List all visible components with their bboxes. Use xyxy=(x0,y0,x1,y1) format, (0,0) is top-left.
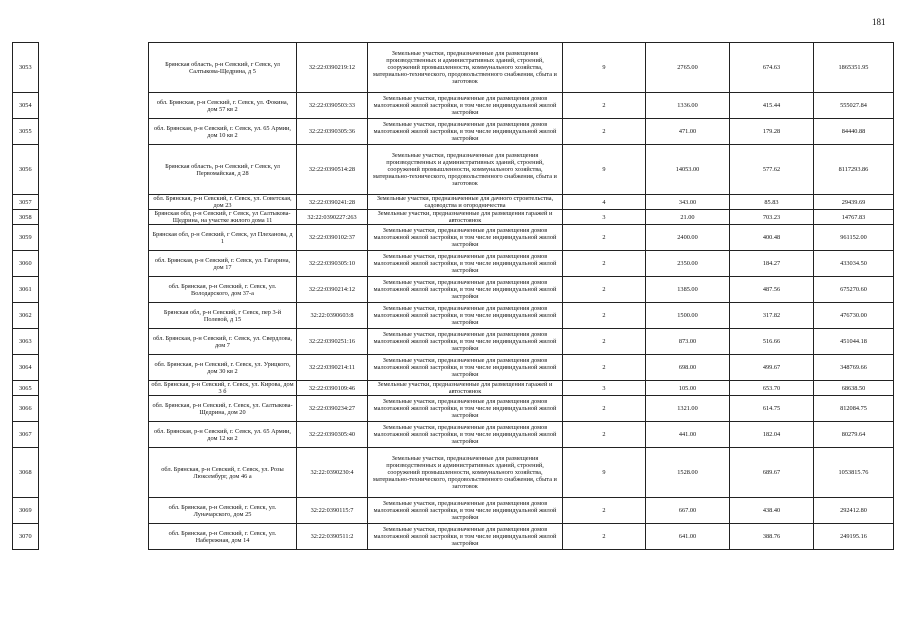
specific-value-cell: 184.27 xyxy=(730,251,814,277)
area-cell: 641.00 xyxy=(646,524,730,550)
row-number: 3065 xyxy=(13,381,39,396)
specific-value-cell: 317.82 xyxy=(730,303,814,329)
specific-value-cell: 703.23 xyxy=(730,210,814,225)
row-number: 3066 xyxy=(13,396,39,422)
table-row xyxy=(13,195,894,210)
cadastral-value-cell: 8117293.86 xyxy=(814,145,894,195)
group-code-cell: 2 xyxy=(563,303,646,329)
group-code-cell: 2 xyxy=(563,524,646,550)
cadastral-value-cell: 812084.75 xyxy=(814,396,894,422)
spacer-cell xyxy=(39,396,149,422)
row-number: 3063 xyxy=(13,329,39,355)
land-use-cell: Земельные участки, предназначенные для размещения домов малоэтажной жилой застройки, в том числе индивидуальной жилой застройки xyxy=(368,396,563,422)
cadastral-value-cell: 961152.00 xyxy=(814,225,894,251)
cadastral-value-cell: 14767.83 xyxy=(814,210,894,225)
spacer-cell xyxy=(39,448,149,498)
spacer-cell xyxy=(39,498,149,524)
cadastral-number-cell: 32:22:0390241:28 xyxy=(297,195,368,210)
cadastral-value-cell: 348769.66 xyxy=(814,355,894,381)
table-row xyxy=(13,145,894,195)
row-number: 3058 xyxy=(13,210,39,225)
area-cell: 14053.00 xyxy=(646,145,730,195)
row-number: 3056 xyxy=(13,145,39,195)
cadastral-number-cell: 32:22:0390109:46 xyxy=(297,381,368,396)
land-use-cell: Земельные участки, предназначенные для размещения домов малоэтажной жилой застройки, в том числе индивидуальной жилой застройки xyxy=(368,225,563,251)
cadastral-value-cell: 249195.16 xyxy=(814,524,894,550)
table-row xyxy=(13,225,894,251)
group-code-cell: 2 xyxy=(563,329,646,355)
table-row xyxy=(13,396,894,422)
specific-value-cell: 438.40 xyxy=(730,498,814,524)
land-use-cell: Земельные участки, предназначенные для размещения домов малоэтажной жилой застройки, в том числе индивидуальной жилой застройки xyxy=(368,355,563,381)
land-use-cell: Земельные участки, предназначенные для размещения домов малоэтажной жилой застройки, в том числе индивидуальной жилой застройки xyxy=(368,422,563,448)
cadastral-value-cell: 451044.18 xyxy=(814,329,894,355)
table-row xyxy=(13,93,894,119)
specific-value-cell: 516.66 xyxy=(730,329,814,355)
area-cell: 698.00 xyxy=(646,355,730,381)
land-use-cell: Земельные участки, предназначенные для размещения домов малоэтажной жилой застройки, в том числе индивидуальной жилой застройки xyxy=(368,93,563,119)
cadastral-number-cell: 32:22:0390230:4 xyxy=(297,448,368,498)
row-number: 3064 xyxy=(13,355,39,381)
area-cell: 1528.00 xyxy=(646,448,730,498)
cadastral-value-cell: 80279.64 xyxy=(814,422,894,448)
spacer-cell xyxy=(39,43,149,93)
cadastral-value-cell: 292412.80 xyxy=(814,498,894,524)
cadastral-number-cell: 32:22:0390251:16 xyxy=(297,329,368,355)
specific-value-cell: 674.63 xyxy=(730,43,814,93)
cadastral-number-cell: 32:22:0390514:28 xyxy=(297,145,368,195)
table-row xyxy=(13,355,894,381)
table-row xyxy=(13,210,894,225)
specific-value-cell: 614.75 xyxy=(730,396,814,422)
specific-value-cell: 689.67 xyxy=(730,448,814,498)
specific-value-cell: 499.67 xyxy=(730,355,814,381)
table-row xyxy=(13,524,894,550)
group-code-cell: 2 xyxy=(563,225,646,251)
group-code-cell: 9 xyxy=(563,145,646,195)
land-use-cell: Земельные участки, предназначенные для размещения домов малоэтажной жилой застройки, в том числе индивидуальной жилой застройки xyxy=(368,277,563,303)
spacer-cell xyxy=(39,277,149,303)
table-row xyxy=(13,381,894,396)
group-code-cell: 2 xyxy=(563,277,646,303)
address-cell: Брянская обл, р-н Севский, г Севск, ул Салтыкова-Щедрина, на участке жилого дома 11 xyxy=(149,210,297,225)
area-cell: 21.00 xyxy=(646,210,730,225)
group-code-cell: 2 xyxy=(563,93,646,119)
table-row xyxy=(13,329,894,355)
spacer-cell xyxy=(39,524,149,550)
specific-value-cell: 653.70 xyxy=(730,381,814,396)
row-number: 3055 xyxy=(13,119,39,145)
group-code-cell: 3 xyxy=(563,210,646,225)
table-row xyxy=(13,448,894,498)
cadastral-value-cell: 84440.88 xyxy=(814,119,894,145)
row-number: 3054 xyxy=(13,93,39,119)
land-use-cell: Земельные участки, предназначенные для размещения домов малоэтажной жилой застройки, в том числе индивидуальной жилой застройки xyxy=(368,251,563,277)
cadastral-value-table xyxy=(12,42,894,550)
group-code-cell: 2 xyxy=(563,498,646,524)
group-code-cell: 2 xyxy=(563,119,646,145)
cadastral-value-cell: 433034.50 xyxy=(814,251,894,277)
spacer-cell xyxy=(39,355,149,381)
row-number: 3067 xyxy=(13,422,39,448)
cadastral-value-cell: 68638.50 xyxy=(814,381,894,396)
address-cell: обл. Брянская, р-н Севский, г. Севск, ул. Розы Люксембург, дом 46 а xyxy=(149,448,297,498)
row-number: 3061 xyxy=(13,277,39,303)
land-use-cell: Земельные участки, предназначенные для размещения домов малоэтажной жилой застройки, в том числе индивидуальной жилой застройки xyxy=(368,329,563,355)
address-cell: обл. Брянская, р-н Севский, г. Севск, ул. Луначарского, дом 25 xyxy=(149,498,297,524)
spacer-cell xyxy=(39,195,149,210)
cadastral-number-cell: 32:22:0390234:27 xyxy=(297,396,368,422)
group-code-cell: 2 xyxy=(563,355,646,381)
cadastral-number-cell: 32:22:0390305:40 xyxy=(297,422,368,448)
row-number: 3069 xyxy=(13,498,39,524)
area-cell: 2400.00 xyxy=(646,225,730,251)
specific-value-cell: 179.28 xyxy=(730,119,814,145)
land-use-cell: Земельные участки, предназначенные для размещения домов малоэтажной жилой застройки, в том числе индивидуальной жилой застройки xyxy=(368,524,563,550)
group-code-cell: 9 xyxy=(563,43,646,93)
address-cell: обл. Брянская, р-н Севский, г. Севск, ул. Володарского, дом 37-а xyxy=(149,277,297,303)
cadastral-number-cell: 32:22:0390227:263 xyxy=(297,210,368,225)
address-cell: обл. Брянская, р-н Севский, г. Севск, ул. Свердлова, дом 7 xyxy=(149,329,297,355)
area-cell: 105.00 xyxy=(646,381,730,396)
cadastral-value-cell: 29439.69 xyxy=(814,195,894,210)
spacer-cell xyxy=(39,210,149,225)
cadastral-number-cell: 32:22:0390511:2 xyxy=(297,524,368,550)
cadastral-number-cell: 32:22:0390305:10 xyxy=(297,251,368,277)
page-number: 181 xyxy=(872,17,886,27)
spacer-cell xyxy=(39,329,149,355)
specific-value-cell: 182.04 xyxy=(730,422,814,448)
cadastral-number-cell: 32:22:0390603:8 xyxy=(297,303,368,329)
row-number: 3062 xyxy=(13,303,39,329)
address-cell: обл. Брянская, р-н Севский, г. Севск, ул. Набережная, дом 14 xyxy=(149,524,297,550)
land-use-cell: Земельные участки, предназначенные для размещения производственных и административных зданий, строений, сооружений промышленности, коммунального хозяйства, материально-технического, продовольственного снабжения, сбыта и заготовок xyxy=(368,145,563,195)
area-cell: 1336.00 xyxy=(646,93,730,119)
specific-value-cell: 85.83 xyxy=(730,195,814,210)
land-use-cell: Земельные участки, предназначенные для размещения производственных и административных зданий, строений, сооружений промышленности, коммунального хозяйства, материально-технического, продовольственного снабжения, сбыта и заготовок xyxy=(368,43,563,93)
land-use-cell: Земельные участки, предназначенные для размещения гаражей и автостоянок xyxy=(368,381,563,396)
address-cell: обл. Брянская, р-н Севский, г. Севск, ул. Урицкого, дом 30 кв 2 xyxy=(149,355,297,381)
table-row xyxy=(13,277,894,303)
address-cell: обл. Брянская, р-н Севский, г. Севск, ул. 65 Армии, дом 12 кв 2 xyxy=(149,422,297,448)
area-cell: 471.00 xyxy=(646,119,730,145)
group-code-cell: 9 xyxy=(563,448,646,498)
specific-value-cell: 388.76 xyxy=(730,524,814,550)
address-cell: обл. Брянская, р-н Севский, г. Севск, ул. Фокина, дом 57 кв 2 xyxy=(149,93,297,119)
cadastral-value-cell: 675270.60 xyxy=(814,277,894,303)
cadastral-value-cell: 1865351.95 xyxy=(814,43,894,93)
land-use-cell: Земельные участки, предназначенные для размещения домов малоэтажной жилой застройки, в том числе индивидуальной жилой застройки xyxy=(368,498,563,524)
area-cell: 1385.00 xyxy=(646,277,730,303)
table-row xyxy=(13,119,894,145)
table-row xyxy=(13,251,894,277)
spacer-cell xyxy=(39,303,149,329)
area-cell: 2765.00 xyxy=(646,43,730,93)
area-cell: 441.00 xyxy=(646,422,730,448)
row-number: 3057 xyxy=(13,195,39,210)
group-code-cell: 2 xyxy=(563,422,646,448)
spacer-cell xyxy=(39,381,149,396)
spacer-cell xyxy=(39,93,149,119)
land-use-cell: Земельные участки, предназначенные для размещения домов малоэтажной жилой застройки, в том числе индивидуальной жилой застройки xyxy=(368,119,563,145)
table-row xyxy=(13,422,894,448)
land-use-cell: Земельные участки, предназначенные для размещения производственных и административных зданий, строений, сооружений промышленности, коммунального хозяйства, материально-технического, продовольственного снабжения, сбыта и заготовок xyxy=(368,448,563,498)
address-cell: Брянская область, р-н Севский, г Севск, ул Первомайская, д 28 xyxy=(149,145,297,195)
address-cell: обл. Брянская, р-н Севский, г. Севск, ул. Гагарина, дом 17 xyxy=(149,251,297,277)
spacer-cell xyxy=(39,251,149,277)
table-row xyxy=(13,43,894,93)
cadastral-value-cell: 555027.84 xyxy=(814,93,894,119)
area-cell: 873.00 xyxy=(646,329,730,355)
row-number: 3060 xyxy=(13,251,39,277)
address-cell: обл. Брянская, р-н Севский, г. Севск, ул. 65 Армии, дом 10 кв 2 xyxy=(149,119,297,145)
cadastral-number-cell: 32:22:0390219:12 xyxy=(297,43,368,93)
land-use-cell: Земельные участки, предназначенные для размещения гаражей и автостоянок xyxy=(368,210,563,225)
group-code-cell: 3 xyxy=(563,381,646,396)
address-cell: Брянская обл, р-н Севский, г Севск, пер 3-й Полевой, д 15 xyxy=(149,303,297,329)
table-row xyxy=(13,303,894,329)
specific-value-cell: 487.56 xyxy=(730,277,814,303)
area-cell: 1321.00 xyxy=(646,396,730,422)
cadastral-value-cell: 1053815.76 xyxy=(814,448,894,498)
address-cell: Брянская область, р-н Севский, г Севск, ул Салтыкова-Щедрина, д 5 xyxy=(149,43,297,93)
address-cell: обл. Брянская, р-н Севский, г. Севск, ул. Салтыкова-Щедрина, дом 20 xyxy=(149,396,297,422)
land-use-cell: Земельные участки, предназначенные для дачного строительства, садоводства и огородничества xyxy=(368,195,563,210)
address-cell: обл. Брянская, р-н Севский, г. Севск, ул. Кирова, дом 3 б xyxy=(149,381,297,396)
specific-value-cell: 415.44 xyxy=(730,93,814,119)
cadastral-number-cell: 32:22:0390305:36 xyxy=(297,119,368,145)
spacer-cell xyxy=(39,119,149,145)
spacer-cell xyxy=(39,145,149,195)
specific-value-cell: 400.48 xyxy=(730,225,814,251)
address-cell: обл. Брянская, р-н Севский, г. Севск, ул. Советская, дом 23 xyxy=(149,195,297,210)
spacer-cell xyxy=(39,422,149,448)
address-cell: Брянская обл, р-н Севский, г Севск, ул Плеханова, д 1 xyxy=(149,225,297,251)
cadastral-number-cell: 32:22:0390503:33 xyxy=(297,93,368,119)
group-code-cell: 2 xyxy=(563,251,646,277)
row-number: 3053 xyxy=(13,43,39,93)
cadastral-value-cell: 476730.00 xyxy=(814,303,894,329)
land-use-cell: Земельные участки, предназначенные для размещения домов малоэтажной жилой застройки, в том числе индивидуальной жилой застройки xyxy=(368,303,563,329)
table-row xyxy=(13,498,894,524)
group-code-cell: 2 xyxy=(563,396,646,422)
row-number: 3059 xyxy=(13,225,39,251)
area-cell: 667.00 xyxy=(646,498,730,524)
cadastral-number-cell: 32:22:0390115:7 xyxy=(297,498,368,524)
spacer-cell xyxy=(39,225,149,251)
group-code-cell: 4 xyxy=(563,195,646,210)
cadastral-number-cell: 32:22:0390214:11 xyxy=(297,355,368,381)
specific-value-cell: 577.62 xyxy=(730,145,814,195)
area-cell: 343.00 xyxy=(646,195,730,210)
cadastral-number-cell: 32:22:0390102:37 xyxy=(297,225,368,251)
area-cell: 2350.00 xyxy=(646,251,730,277)
area-cell: 1500.00 xyxy=(646,303,730,329)
row-number: 3070 xyxy=(13,524,39,550)
cadastral-number-cell: 32:22:0390214:12 xyxy=(297,277,368,303)
row-number: 3068 xyxy=(13,448,39,498)
